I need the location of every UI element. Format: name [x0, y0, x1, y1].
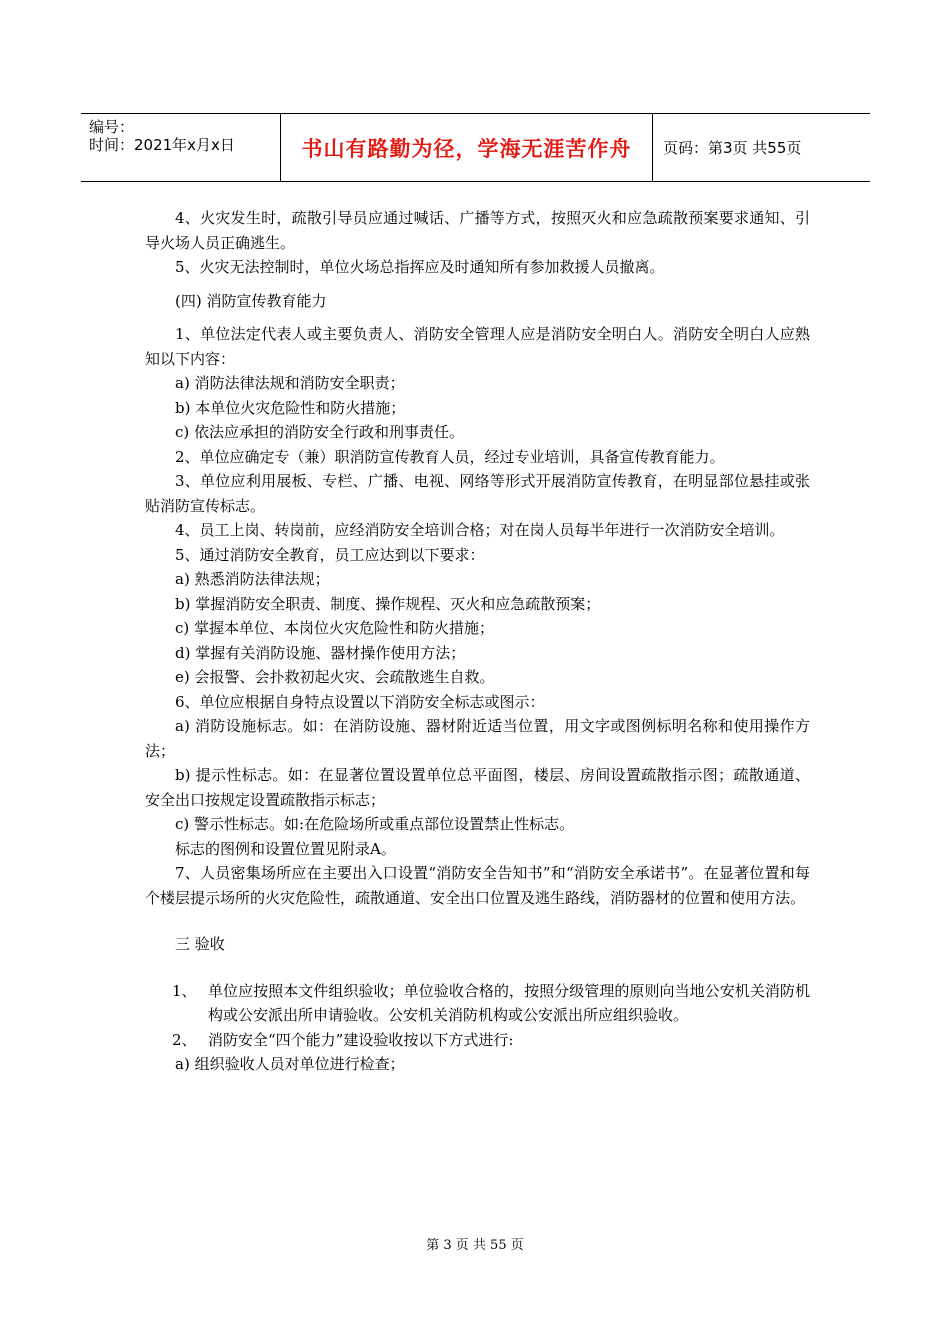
document-body: [145, 206, 810, 1077]
paragraph: 1、单位法定代表人或主要负责人、消防安全管理人应是消防安全明白人。消防安全明白人应熟知以下内容：: [145, 325, 810, 368]
paragraph: 4、员工上岗、转岗前，应经消防安全培训合格；对在岗人员每半年进行一次消防安全培训。: [175, 521, 785, 539]
document-number-label: 编号：: [89, 118, 135, 136]
section-heading: (四) 消防宣传教育能力: [175, 291, 327, 310]
header-page-label: 页码：第3页 共55页: [663, 139, 802, 157]
item-text: 单位应按照本文件组织验收；单位验收合格的，按照分级管理的原则向当地公安机关消防机构或公安派出所申请验收。公安机关消防机构或公安派出所应组织验收。: [208, 981, 810, 1024]
paragraph: 4、火灾发生时，疏散引导员应通过喊话、广播等方式，按照灭火和应急疏散预案要求通知、引导火场人员正确逃生。: [145, 209, 810, 252]
page-footer: 第 3 页 共 55 页: [426, 1238, 524, 1253]
document-time-label: 时间：2021年x月x日: [89, 136, 235, 154]
list-item: a) 消防设施标志。如：在消防设施、器材附近适当位置，用文字或图例标明名称和使用操作方法；: [145, 717, 810, 760]
list-item: c) 警示性标志。如:在危险场所或重点部位设置禁止性标志。: [175, 815, 575, 833]
numbered-item: [145, 979, 810, 1028]
list-item: b) 本单位火灾危险性和防火措施；: [175, 398, 406, 417]
list-item: a) 熟悉消防法律法规；: [175, 570, 330, 588]
header-motto: 书山有路勤为径，学海无涯苦作舟: [281, 114, 653, 181]
list-item: b) 掌握消防安全职责、制度、操作规程、灭火和应急疏散预案；: [175, 594, 601, 613]
item-text: 消防安全“四个能力”建设验收按以下方式进行:: [208, 1030, 514, 1049]
paragraph: 5、火灾无法控制时，单位火场总指挥应及时通知所有参加救援人员撤离。: [175, 258, 665, 276]
section-heading: 三 验收: [175, 935, 225, 953]
item-number: 2、: [172, 1030, 197, 1049]
page-header: [81, 113, 870, 182]
paragraph: 2、单位应确定专（兼）职消防宣传教育人员，经过专业培训，具备宣传教育能力。: [175, 447, 725, 466]
list-item: a) 消防法律法规和消防安全职责；: [175, 374, 405, 392]
list-item: d) 掌握有关消防设施、器材操作使用方法；: [175, 643, 466, 662]
header-meta: [81, 114, 281, 181]
paragraph: 7、人员密集场所应在主要出入口设置“消防安全告知书”和“消防安全承诺书”。在显著位置和每个楼层提示场所的火灾危险性，疏散通道、安全出口位置及逃生路线，消防器材的位置和使用方法。: [145, 864, 810, 907]
paragraph: 5、通过消防安全教育，员工应达到以下要求：: [175, 545, 485, 564]
list-item: e) 会报警、会扑救初起火灾、会疏散逃生自救。: [175, 668, 495, 686]
item-number: 1、: [172, 981, 197, 1000]
list-item: b) 提示性标志。如：在显著位置设置单位总平面图，楼层、房间设置疏散指示图；疏散通道、安全出口按规定设置疏散指示标志；: [145, 766, 810, 809]
paragraph: 标志的图例和设置位置见附录A。: [175, 839, 396, 858]
list-item: c) 掌握本单位、本岗位火灾危险性和防火措施；: [175, 619, 495, 637]
numbered-item: [145, 1028, 810, 1053]
list-item: c) 依法应承担的消防安全行政和刑事责任。: [175, 423, 465, 441]
paragraph: 3、单位应利用展板、专栏、广播、电视、网络等形式开展消防宣传教育，在明显部位悬挂或张贴消防宣传标志。: [145, 472, 810, 515]
list-item: a) 组织验收人员对单位进行检查；: [175, 1055, 405, 1073]
paragraph: 6、单位应根据自身特点设置以下消防安全标志或图示：: [175, 692, 545, 711]
